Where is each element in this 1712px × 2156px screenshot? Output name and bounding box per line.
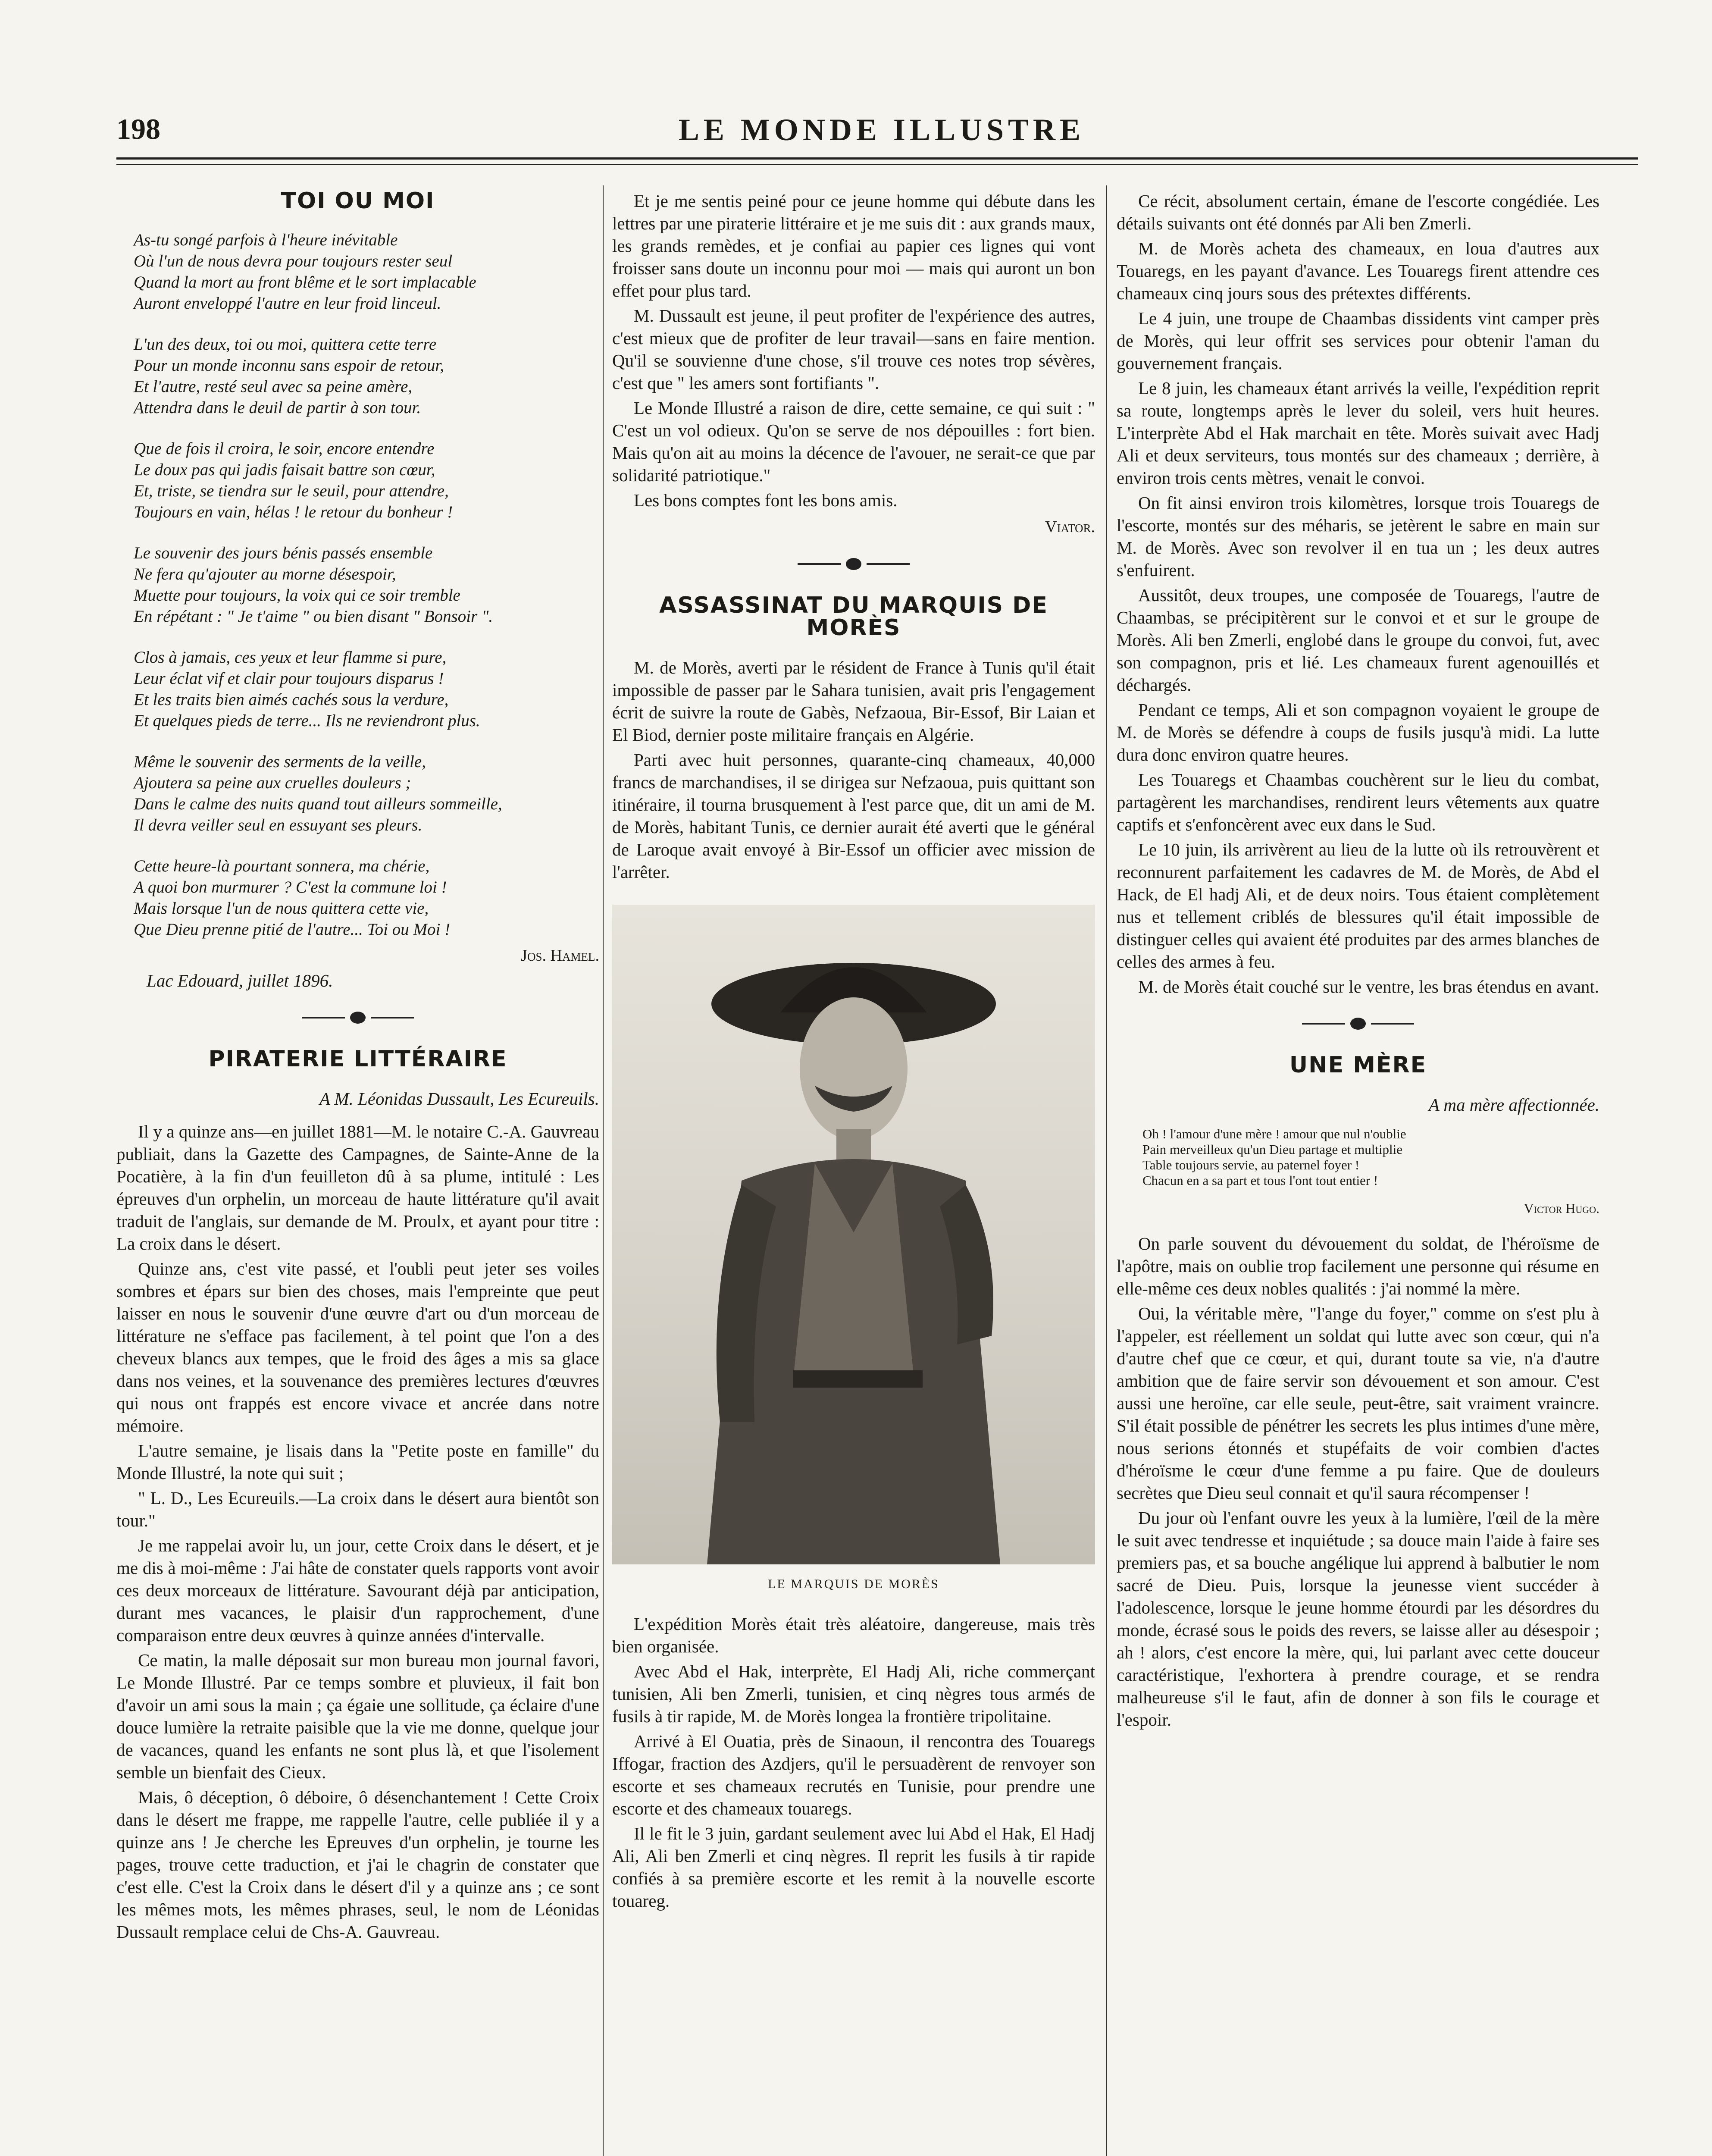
article-paragraph: L'expédition Morès était très aléatoire, dangereuse, mais très bien organisée.	[612, 1614, 1095, 1656]
poem-line: Toujours en vain, hélas ! le retour du bonheur !	[134, 503, 453, 521]
poem-line: Et l'autre, resté seul avec sa peine amère,	[134, 377, 413, 396]
poem-line: Le doux pas qui jadis faisait battre son cœur,	[134, 461, 435, 479]
epigraph-line: Pain merveilleux qu'un Dieu partage et multiplie	[1142, 1142, 1403, 1157]
piraterie-title: PIRATERIE LITTÉRAIRE	[208, 1046, 507, 1072]
section-ornament	[798, 555, 910, 573]
article-paragraph: Arrivé à El Ouatia, près de Sinaoun, il rencontra des Touaregs Iffogar, fraction des Azdjers, qu'il le persuadèrent de renvoyer son escorte et ses chameaux recrutés en Tunisie, pour prendre une escorte et des chameaux touaregs.	[612, 1731, 1095, 1818]
poem-stanza	[134, 334, 599, 418]
article-paragraph: On fit ainsi environ trois kilomètres, lorsque trois Touaregs de l'escorte, montés sur des méharis, se jetèrent le sabre en main sur M. de Morès. Avec son revolver il en tua un ; les deux autres s'enfuirent.	[1117, 493, 1599, 580]
article-paragraph: Il le fit le 3 juin, gardant seulement avec lui Abd el Hak, El Hadj Ali, Ali ben Zmerli et cinq nègres. Il reprit les fusils à tir rapide confiés à sa première escorte et les remit à la nouvelle escorte touareg.	[612, 1824, 1095, 1911]
epigraph-line: Chacun en a sa part et tous l'ont tout entier !	[1142, 1173, 1378, 1188]
article-paragraph: Du jour où l'enfant ouvre les yeux à la lumière, l'œil de la mère le suit avec tendresse et inquiétude ; sa douce main l'aide à faire ses premiers pas, et sa bouche angélique lui apprend à balbutier le nom sacré de Dieu. Puis, lorsque la jeunesse vient succéder à l'adolescence, lorsque le jeune homme étourdi par les désordres du monde, écrasé sous le poids des revers, se laisse aller au désespoir ; ah ! alors, c'est encore la mère, qui, lui parlant avec cette douceur caractéristique, l'exhortera à prendre courage, et se rendra malheureuse s'il le faut, afin de donner à son fils le courage et l'espoir.	[1117, 1508, 1599, 1730]
poem-line: Ajoutera sa peine aux cruelles douleurs ;	[134, 774, 411, 792]
masthead: LE MONDE ILLUSTRE	[678, 113, 1085, 147]
article-paragraph: M. de Morès, averti par le résident de France à Tunis qu'il était impossible de passer par le Sahara tunisien, avait pris l'engagement écrit de suivre la route de Gabès, Nefzaoua, Bir-Essof, Bir Laian et El Biod, dernier poste militaire français en Algérie.	[612, 658, 1095, 745]
column-divider	[603, 185, 604, 2156]
article-paragraph: M. de Morès acheta des chameaux, en loua d'autres aux Touaregs, en les payant d'avance. Les Touaregs firent attendre ces chameaux cinq jours sous des prétextes différents.	[1117, 238, 1599, 303]
poem-stanza	[134, 438, 599, 523]
page-number: 198	[116, 113, 160, 145]
poem-stanza	[134, 751, 599, 836]
article-paragraph: M. de Morès était couché sur le ventre, les bras étendus en avant.	[1138, 977, 1599, 997]
article-paragraph: Et je me sentis peiné pour ce jeune homme qui débute dans les lettres par une piraterie littéraire et je me suis dit : aux grands maux, les grands remèdes, et je confiai au papier ces lignes qui vont froisser sans doute un inconnu pour moi — mais qui auront un bon effet pour plus tard.	[612, 191, 1095, 301]
portrait-engraving	[612, 905, 1095, 1564]
poem-line: Où l'un de nous devra pour toujours rester seul	[134, 252, 453, 270]
article-paragraph: Quinze ans, c'est vite passé, et l'oubli peut jeter ses voiles sombres et épars sur bien des choses, mais l'empreinte que peut laisser en nous le souvenir d'une œuvre d'art ou d'un morceau de littérature ne s'efface pas facilement, à tel point que l'on a des cheveux blancs aux tempes, que le froid des âges a mis sa glace dans nos veines, et la souvenance des premières lectures d'œuvres qui nous ont frappés est encore vivace et ancrée dans notre mémoire.	[116, 1259, 599, 1435]
poem-place-date: Lac Edouard, juillet 1896.	[147, 971, 333, 990]
poem-stanza	[134, 542, 599, 627]
page-header	[116, 112, 1647, 160]
article-paragraph: Pendant ce temps, Ali et son compagnon voyaient le groupe de M. de Morès se défendre à coups de fusils jusqu'à midi. La lutte dura donc environ quatre heures.	[1117, 700, 1599, 765]
article-paragraph: Ce récit, absolument certain, émane de l'escorte congédiée. Les détails suivants ont été donnés par Ali ben Zmerli.	[1117, 191, 1599, 233]
portrait-caption: LE MARQUIS DE MORÈS	[768, 1577, 939, 1591]
article-paragraph: M. Dussault est jeune, il peut profiter de l'expérience des autres, c'est mieux que de profiter de leur travail—sans en faire mention. Qu'il se souvienne d'une chose, s'il trouve ces notes trop sévères, c'est que " les amers sont fortifiants ".	[612, 306, 1095, 393]
article-paragraph: Je me rappelai avoir lu, un jour, cette Croix dans le désert, et je me dis à moi-même : J'ai hâte de constater quels rapports vont avoir ces deux morceaux de littérature. Savourant déjà par anticipation, durant mes vacances, le plaisir d'un rapprochement, d'une comparaison entre deux œuvres à quinze années d'intervalle.	[116, 1536, 599, 1645]
poem-line: Ne fera qu'ajouter au morne désespoir,	[134, 565, 396, 583]
column-1	[116, 190, 599, 1946]
poem-line: Le souvenir des jours bénis passés ensemble	[134, 544, 433, 562]
poem-line: L'un des deux, toi ou moi, quittera cette terre	[134, 335, 437, 354]
article-paragraph: Les bons comptes font les bons amis.	[634, 490, 898, 510]
poem-line: Dans le calme des nuits quand tout ailleurs sommeille,	[134, 795, 502, 813]
poem-line: Pour un monde inconnu sans espoir de retour,	[134, 356, 444, 375]
portrait-figure	[612, 905, 1095, 1564]
poem-stanza	[134, 856, 599, 940]
epigraph-author: Victor Hugo.	[1524, 1200, 1599, 1216]
article-paragraph: Parti avec huit personnes, quarante-cinq chameaux, 40,000 francs de marchandises, il se dirigea sur Nefzaoua, puis quittant son itinéraire, il tourna brusquement à l'est parce que, dit un ami de M. de Morès, habitant Tunis, ce dernier aurait été averti que le général de Laroque avait envoyé à Bir-Essof un officier avec mission de l'arrêter.	[612, 750, 1095, 882]
poem-stanza	[134, 229, 599, 314]
poem-line: Muette pour toujours, la voix qui ce soir tremble	[134, 586, 460, 605]
article-paragraph: Il y a quinze ans—en juillet 1881—M. le notaire C.-A. Gauvreau publiait, dans la Gazette des Campagnes, de Sainte-Anne de la Pocatière, à la fin d'un feuilleton dû à sa plume, intitulé : Les épreuves d'un orphelin, un morceau de haute littérature qu'il avait traduit de l'anglais, sur demande de M. Proulx, et ayant pour titre : La croix dans le désert.	[116, 1122, 599, 1253]
poem-title: TOI OU MOI	[281, 188, 435, 214]
poem-line: Et les traits bien aimés cachés sous la verdure,	[134, 690, 449, 709]
header-rule	[116, 157, 1638, 165]
poem-line: Mais lorsque l'un de nous quittera cette vie,	[134, 899, 429, 918]
poem-line: Que Dieu prenne pitié de l'autre... Toi ou Moi !	[134, 920, 451, 939]
piraterie-signature: Viator.	[1045, 518, 1095, 536]
article-paragraph: Le 10 juin, ils arrivèrent au lieu de la lutte où ils retrouvèrent et reconnurent parfaitement les cadavres de M. de Morès, de Abd el Hack, de El hadj Ali, et de deux noirs. Tous étaient complètement nus et tellement criblés de blessures qu'il était impossible de distinguer celles qui avaient été produites par des armes blanches de celles des armes à feu.	[1117, 840, 1599, 971]
poem-line: Cette heure-là pourtant sonnera, ma chérie,	[134, 857, 430, 875]
piraterie-dedication: A M. Léonidas Dussault, Les Ecureuils.	[319, 1089, 599, 1109]
article-paragraph: Le 8 juin, les chameaux étant arrivés la veille, l'expédition reprit sa route, longtemps après le lever du soleil, vers huit heures. L'interprète Abd el Hak marchait en tête. Morès suivait avec Hadj Ali et deux serviteurs, tous montés sur des chameaux ; derrière, à environ trois cents mètres, venait le convoi.	[1117, 378, 1599, 488]
article-paragraph: Les Touaregs et Chaambas couchèrent sur le lieu du combat, partagèrent les marchandises, rendirent leurs vêtements aux quatre captifs et s'enfoncèrent avec eux dans le Sud.	[1117, 770, 1599, 834]
poem	[116, 229, 599, 940]
poem-line: Que de fois il croira, le soir, encore entendre	[134, 439, 435, 458]
article-paragraph: On parle souvent du dévouement du soldat, de l'héroïsme de l'apôtre, mais on oublie trop facilement une personne qui résume en elle-même ces deux nobles qualités : j'ai nommé la mère.	[1117, 1234, 1599, 1298]
poem-line: Et, triste, se tiendra sur le seuil, pour attendre,	[134, 482, 449, 500]
article-paragraph: Avec Abd el Hak, interprète, El Hadj Ali, riche commerçant tunisien, Ali ben Zmerli, tunisien, et cinq nègres tous armés de fusils à tir rapide, M. de Morès longea la frontière tripolitaine.	[612, 1661, 1095, 1726]
epigraph-line: Oh ! l'amour d'une mère ! amour que nul n'oublie	[1142, 1126, 1406, 1141]
column-3	[1117, 190, 1599, 1733]
poem-line: Leur éclat vif et clair pour toujours disparus !	[134, 669, 444, 688]
mores-title: ASSASSINAT DU MARQUIS DE MORÈS	[659, 592, 1048, 641]
epigraph-line: Table toujours servie, au paternel foyer !	[1142, 1157, 1360, 1172]
poem-stanza	[134, 647, 599, 731]
column-divider	[1106, 185, 1107, 2156]
poem-line: En répétant : " Je t'aime " ou bien disant " Bonsoir ".	[134, 607, 493, 626]
poem-line: Même le souvenir des serments de la veille,	[134, 752, 426, 771]
article-paragraph: " L. D., Les Ecureuils.—La croix dans le désert aura bientôt son tour."	[116, 1488, 599, 1530]
mere-title: UNE MÈRE	[1289, 1052, 1427, 1078]
poem-line: Attendra dans le deuil de partir à son tour.	[134, 398, 421, 417]
epigraph	[1142, 1126, 1599, 1188]
poem-line: As-tu songé parfois à l'heure inévitable	[134, 231, 398, 249]
poem-line: Auront enveloppé l'autre en leur froid linceul.	[134, 294, 441, 313]
poem-signature: Jos. Hamel.	[521, 946, 599, 965]
mere-dedication: A ma mère affectionnée.	[1428, 1095, 1599, 1115]
article-paragraph: Le 4 juin, une troupe de Chaambas dissidents vint camper près de Morès, qui leur offrit ses services pour obtenir l'aman du gouvernement français.	[1117, 308, 1599, 373]
poem-line: A quoi bon murmurer ? C'est la commune loi !	[134, 878, 447, 896]
section-ornament	[302, 1009, 414, 1026]
article-paragraph: Oui, la véritable mère, "l'ange du foyer," comme on s'est plu à l'appeler, est réellement un soldat qui lutte avec son cœur, qui n'a d'autre chef que ce cœur, et qui, durant toute sa vie, n'a d'autre ambition que de faire servir son dévouement et son amour. C'est aussi une heroïne, car elle seule, peut-être, sait vraiment vraincre. S'il était possible de pénétrer les secrets les plus intimes d'une mère, nous serions étonnés et stupéfaits de voir combien d'actes d'héroïsme le cœur d'une femme a pu faire. Que de douleurs secrètes que Dieu seul connait et qu'il saura récompenser !	[1117, 1304, 1599, 1503]
article-paragraph: Mais, ô déception, ô déboire, ô désenchantement ! Cette Croix dans le désert me frappe, me rappelle l'autre, celle publiée il y a quinze ans ! Je cherche les Epreuves d'un orphelin, je tourne les pages, trouve cette traduction, et j'ai le chagrin de constater que c'est elle. C'est la Croix dans le désert d'il y a quinze ans ; ce sont les mêmes mots, les mêmes phrases, seul, le nom de Léonidas Dussault remplace celui de Chs-A. Gauvreau.	[116, 1787, 599, 1942]
poem-line: Quand la mort au front blême et le sort implacable	[134, 273, 476, 291]
article-paragraph: Le Monde Illustré a raison de dire, cette semaine, ce qui suit : " C'est un vol odieux. Qu'on se serve de nos dépouilles : fort bien. Mais qu'on ait au moins la décence de l'avouer, ne serait-ce que par solidarité patriotique."	[612, 398, 1095, 485]
poem-line: Et quelques pieds de terre... Ils ne reviendront plus.	[134, 711, 480, 730]
article-paragraph: L'autre semaine, je lisais dans la "Petite poste en famille" du Monde Illustré, la note qui suit ;	[116, 1441, 599, 1483]
column-2	[612, 190, 1095, 1915]
section-ornament	[1302, 1015, 1414, 1032]
article-paragraph: Aussitôt, deux troupes, une composée de Touaregs, l'autre de Chaambas, se précipitèrent sur le convoi et et sur le groupe de Morès. Ali ben Zmerli, englobé dans le groupe du convoi, fut, avec son compagnon, pris et lié. Les chameaux furent agenouillés et déchargés.	[1117, 585, 1599, 695]
poem-line: Il devra veiller seul en essuyant ses pleurs.	[134, 816, 423, 834]
article-paragraph: Ce matin, la malle déposait sur mon bureau mon journal favori, Le Monde Illustré. Par ce temps sombre et pluvieux, il fait bon d'avoir un ami sous la main ; ça égaie une sollitude, ça éclaire d'une douce lumière la retraite paisible que la vie me donne, quelque jour de vacances, quand les enfants ne sont plus là, et que l'isolement semble un bienfait des Cieux.	[116, 1650, 599, 1782]
poem-line: Clos à jamais, ces yeux et leur flamme si pure,	[134, 648, 447, 667]
